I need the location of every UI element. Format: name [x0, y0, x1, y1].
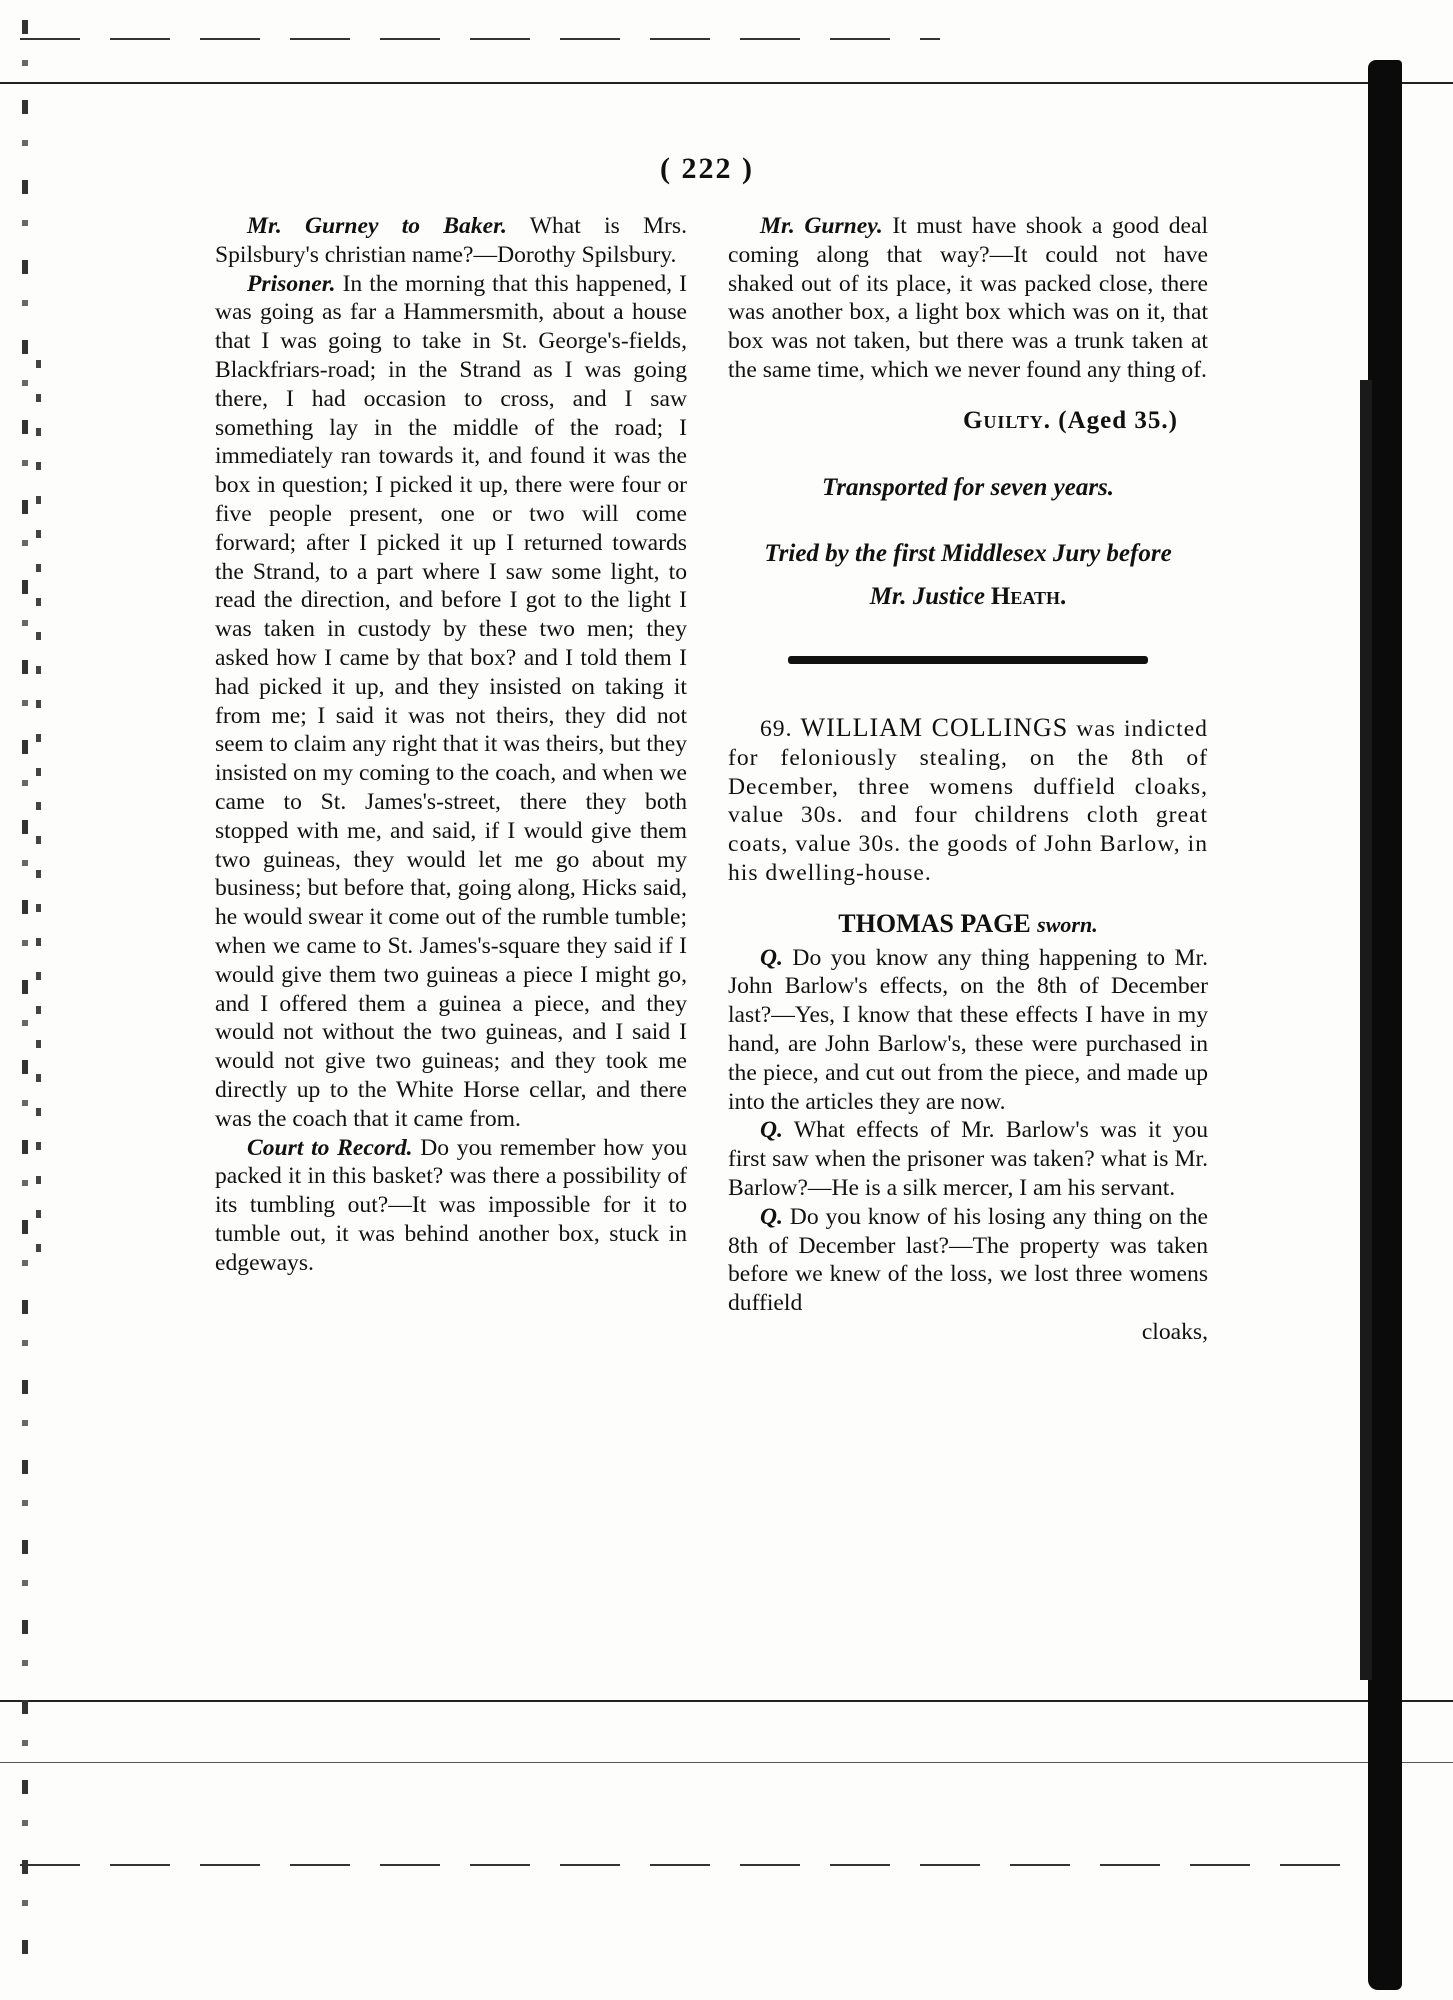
- paragraph-text: What is Mrs. Spilsbury's christian name?—Dorothy Spilsbury.: [215, 213, 687, 268]
- verdict: [728, 407, 1178, 436]
- question-text: Do you know of his losing any thing on the 8th of December last?—The property was taken before we knew of the loss, we lost three womens duffield: [728, 1203, 1208, 1317]
- page-number: ( 222 ): [660, 152, 754, 185]
- right-binding-shadow: [1368, 60, 1402, 1990]
- speaker-label: Mr. Gurney to Baker.: [247, 213, 507, 239]
- lower-dash: [20, 1864, 1360, 1866]
- right-column: [728, 212, 1208, 1347]
- judge-title: Mr. Justice: [869, 583, 985, 611]
- catchword: cloaks,: [1141, 1318, 1208, 1345]
- mid-rule-2: [0, 1700, 1453, 1702]
- paragraph: [215, 212, 687, 270]
- verdict-age: (Aged 35.): [1058, 406, 1178, 434]
- witness-name: THOMAS PAGE: [838, 908, 1031, 938]
- case-name: WILLIAM COLLINGS: [800, 712, 1069, 742]
- mid-rule-1: [0, 1762, 1453, 1763]
- question-text: What effects of Mr. Barlow's was it you first saw when the prisoner was taken? what is Mr. Barlow?—He is a silk mercer, I am his servant.: [728, 1117, 1208, 1201]
- case-text: was indicted for feloniously stealing, on the 8th of December, three womens duffield cloaks, value 30s. and four childrens cloth great coats, value 30s. the goods of John Barlow, in his dwelling-house.: [728, 715, 1208, 886]
- judge-line: [728, 583, 1208, 612]
- top-dash: [20, 38, 940, 40]
- sentence: Transported for seven years.: [821, 473, 1115, 501]
- speaker-label: Prisoner.: [247, 270, 336, 297]
- witness-heading: [728, 910, 1208, 940]
- paragraph: [215, 1134, 687, 1278]
- left-binding-marks: [36, 360, 41, 1260]
- paragraph-text: Do you remember how you packed it in this basket? was there a possibility of its tumbling out?—It was impossible for it to tumble out, it was behind another box, stuck in edgeways.: [215, 1134, 687, 1276]
- question-mark: Q.: [760, 944, 783, 971]
- question-mark: Q.: [760, 1117, 783, 1144]
- section-separator: [788, 656, 1148, 664]
- right-binding-edge: [1360, 380, 1372, 1680]
- speaker-label: Mr. Gurney.: [760, 213, 883, 239]
- judge-name: Heath.: [990, 583, 1067, 611]
- paragraph: [215, 270, 687, 1134]
- paragraph-text: In the morning that this happened, I was going as far a Hammersmith, about a house that I was going to take in St. George's-fields, Blackfriars-road; in the Strand as I was going there, I had occasion to cross, and I saw something lay in the middle of the road; I immediately ran towards it, and found it was the box in question; I picked it up, there were four or five people present, one or two will come forward; after I picked it up I returned towards the Strand, to a part where I saw some light, to read the direction, and before I got to the light I was taken in custody by these two men; they asked how I came by that box? and I told them I had picked it up, and they insisted on taking it from me; I said it was not theirs, they did not seem to claim any right that it was theirs, but they insisted on my coming to the coach, and when we came to St. James's-street, there they both stopped with me, and said, if I would give them two guineas, they would let me go about my business; but before that, going along, Hicks said, he would swear it come out of the rumble tumble; when we came to St. James's-square they said if I would give them two guineas a piece I might go, and I offered them a guinea a piece, and they would not without the two guineas, and I said I would not give two guineas; and they took me directly up to the White Horse cellar, and there was the coach that it came from.: [215, 270, 687, 1132]
- paragraph-text: It must have shook a good deal coming along that way?—It could not have shaked out of its place, it was packed close, there was another box, a light box which was on it, that box was not taken, but there was a trunk taken at the same time, which we never found any thing of.: [728, 213, 1209, 383]
- top-rule: [0, 82, 1453, 84]
- question-mark: Q.: [760, 1203, 783, 1230]
- question-paragraph: [728, 1203, 1208, 1318]
- question-paragraph: [728, 944, 1208, 1117]
- verdict-word: Guilty.: [962, 406, 1052, 434]
- left-binding-edge: [22, 20, 28, 1980]
- left-column: [215, 212, 687, 1277]
- paragraph: [728, 212, 1208, 385]
- case-number: 69.: [760, 715, 793, 742]
- question-text: Do you know any thing happening to Mr. John Barlow's effects, on the 8th of December last?—Yes, I know that these effects I have in my hand, are John Barlow's, these were purchased in the piece, and cut out from the piece, and made up into the articles they are now.: [728, 944, 1208, 1115]
- jury-line: Tried by the first Middlesex Jury before: [764, 540, 1172, 568]
- witness-sworn: sworn.: [1037, 911, 1098, 937]
- case-paragraph: [728, 714, 1208, 888]
- question-paragraph: [728, 1116, 1208, 1202]
- speaker-label: Court to Record.: [247, 1134, 413, 1161]
